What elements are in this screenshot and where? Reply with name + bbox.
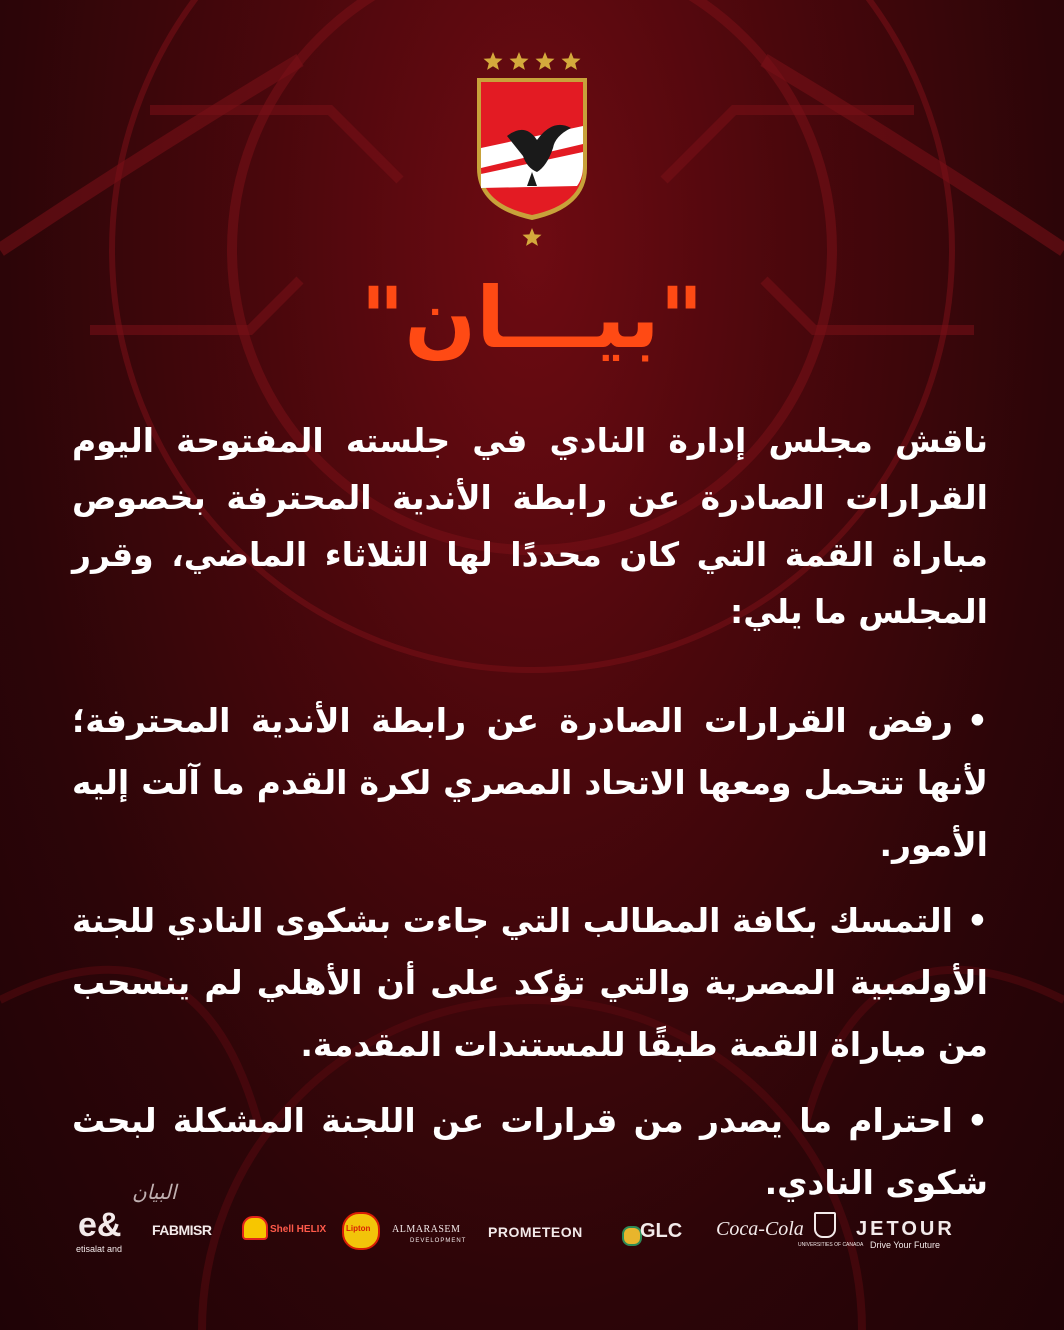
sponsor-logo: Coca-Cola xyxy=(716,1218,804,1240)
statement-title: "بيـــان" xyxy=(360,269,704,367)
sponsor-logo: UNIVERSITIES OF CANADA xyxy=(798,1242,864,1248)
list-item xyxy=(72,890,988,1076)
sponsor-logo: Lipton xyxy=(346,1224,371,1233)
list-item-text: احترام ما يصدر من قرارات عن اللجنة المشكلة لبحث شكوى النادي. xyxy=(72,1101,988,1202)
sponsor-logo: GLC xyxy=(640,1220,683,1242)
glc-icon xyxy=(622,1226,642,1246)
sponsor-caption: DEVELOPMENT xyxy=(410,1238,467,1244)
sponsor-strip xyxy=(74,1180,990,1270)
bullet-glyph: • xyxy=(966,1101,988,1140)
statement-body xyxy=(72,412,988,1228)
sponsor-caption: etisalat and xyxy=(76,1244,123,1254)
watermark-logo: البيان xyxy=(132,1182,177,1204)
sponsor-logo: JETOUR xyxy=(856,1218,955,1240)
decisions-list xyxy=(72,690,988,1214)
sponsor-logo: Shell HELIX xyxy=(270,1224,327,1235)
sponsor-caption: Drive Your Future xyxy=(870,1240,941,1250)
sponsor-logo: PROMETEON xyxy=(488,1224,583,1240)
sponsor-logo: e& xyxy=(78,1206,122,1244)
crest-icon xyxy=(814,1212,836,1238)
al-ahly-crest-logo xyxy=(467,48,597,248)
bullet-glyph: • xyxy=(966,701,988,740)
shell-icon xyxy=(242,1216,268,1240)
list-item-text: التمسك بكافة المطالب التي جاءت بشكوى النادي للجنة الأولمبية المصرية والتي تؤكد على أن الأهلي لم ينسحب من مباراة القمة طبقًا للمستندات المقدمة. xyxy=(72,901,988,1064)
list-item-text: رفض القرارات الصادرة عن رابطة الأندية المحترفة؛ لأنها تتحمل ومعها الاتحاد المصري لكرة القدم ما آلت إليه الأمور. xyxy=(72,701,988,864)
list-item xyxy=(72,690,988,876)
sponsor-logo: ALMARASEM xyxy=(392,1224,461,1235)
sponsor-logo: FABMISR xyxy=(152,1222,212,1238)
intro-paragraph: ناقش مجلس إدارة النادي في جلسته المفتوحة اليوم القرارات الصادرة عن رابطة الأندية المحترفة بخصوص مباراة القمة التي كان محددًا لها الثلاثاء الماضي، وقرر المجلس ما يلي: xyxy=(72,421,988,631)
bullet-glyph: • xyxy=(966,901,988,940)
